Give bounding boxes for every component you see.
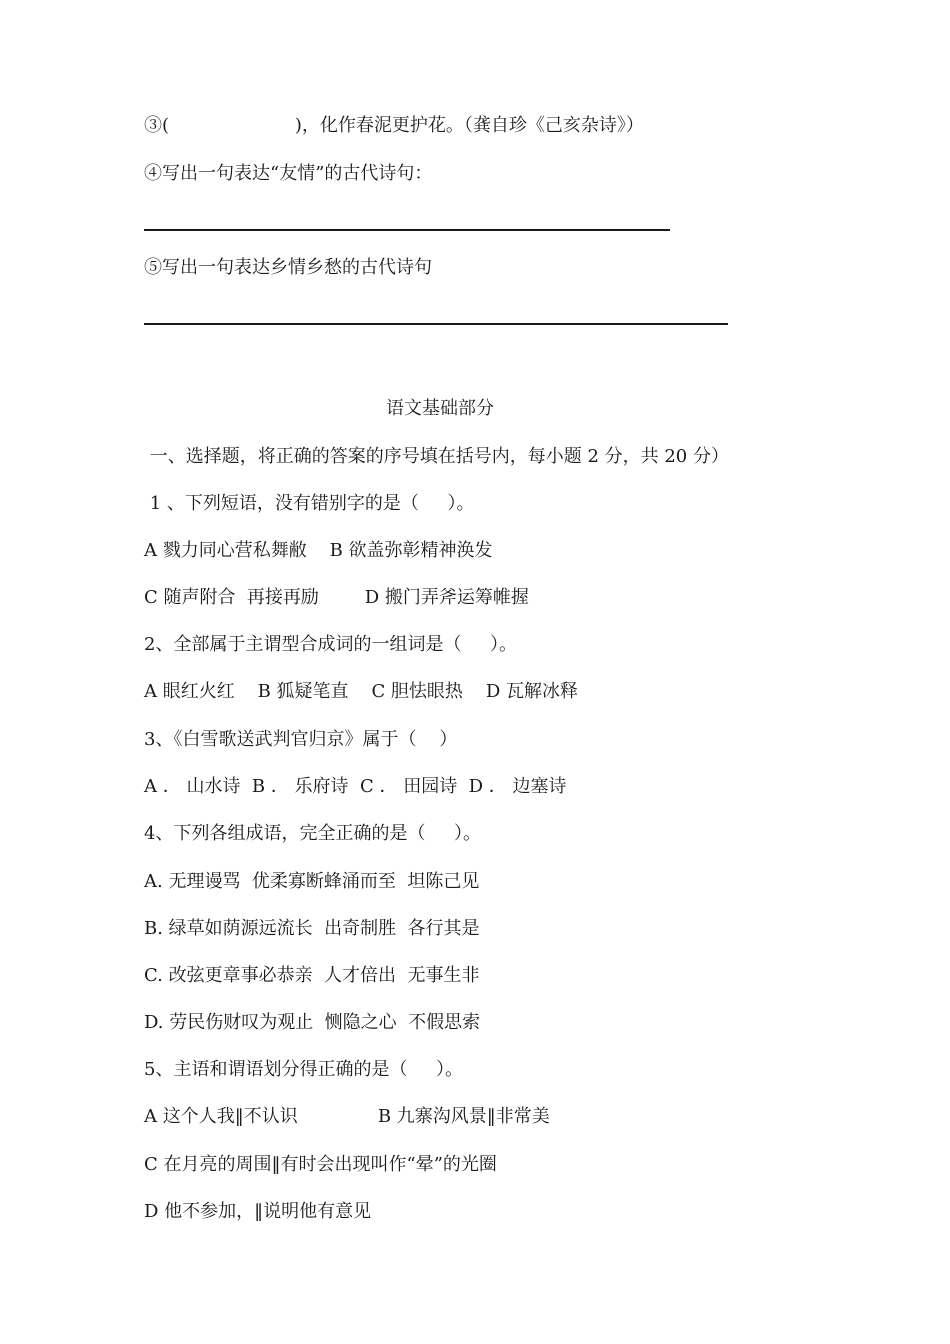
question-1-option-row: C 随声附合 再接再励 D 搬门弄斧运筹帷握 bbox=[144, 587, 529, 608]
question-3-option-row: A ． 山水诗 B ． 乐府诗 C ． 田园诗 D ． 边塞诗 bbox=[144, 776, 567, 797]
question-4-stem: 4、下列各组成语，完全正确的是（ ）。 bbox=[144, 823, 482, 844]
question-5-option-c: C 在月亮的周围‖有时会出现叫作“晕”的光圈 bbox=[144, 1154, 497, 1175]
question-1-stem: 1 、下列短语，没有错别字的是（ ）。 bbox=[144, 493, 475, 514]
question-4-option-c: C. 改弦更章事必恭亲 人才倍出 无事生非 bbox=[144, 965, 480, 986]
poetry-question-4: ④写出一句表达“友情”的古代诗句： bbox=[144, 163, 433, 184]
poetry-question-3: ③( )，化作春泥更护花。（龚自珍《己亥杂诗》） bbox=[144, 115, 644, 136]
answer-line-4[interactable] bbox=[144, 229, 670, 231]
question-2-option-row: A 眼红火红 B 狐疑笔直 C 胆怯眼热 D 瓦解冰释 bbox=[144, 681, 578, 702]
question-4-option-b: B. 绿草如荫源远流长 出奇制胜 各行其是 bbox=[144, 918, 480, 939]
section-intro: 一、选择题，将正确的答案的序号填在括号内，每小题 2 分，共 20 分） bbox=[144, 446, 729, 467]
poetry-question-5: ⑤写出一句表达乡情乡愁的古代诗句 bbox=[144, 257, 432, 278]
question-5-stem: 5、主语和谓语划分得正确的是（ ）。 bbox=[144, 1059, 464, 1080]
section-title: 语文基础部分 bbox=[386, 398, 494, 419]
question-5-option-row: A 这个人我‖不认识 B 九寨沟风景‖非常美 bbox=[144, 1106, 550, 1127]
question-5-option-d: D 他不参加，‖说明他有意见 bbox=[144, 1201, 372, 1222]
question-2-stem: 2、全部属于主谓型合成词的一组词是（ ）。 bbox=[144, 634, 518, 655]
question-4-option-a: A. 无理谩骂 优柔寡断蜂涌而至 坦陈己见 bbox=[144, 871, 480, 892]
question-1-option-row: A 戮力同心营私舞敝 B 欲盖弥彰精神涣发 bbox=[144, 540, 493, 561]
answer-line-5[interactable] bbox=[144, 323, 728, 325]
question-3-stem: 3、《白雪歌送武判官归京》属于（ ） bbox=[144, 729, 458, 750]
question-4-option-d: D. 劳民伤财叹为观止 恻隐之心 不假思索 bbox=[144, 1012, 481, 1033]
